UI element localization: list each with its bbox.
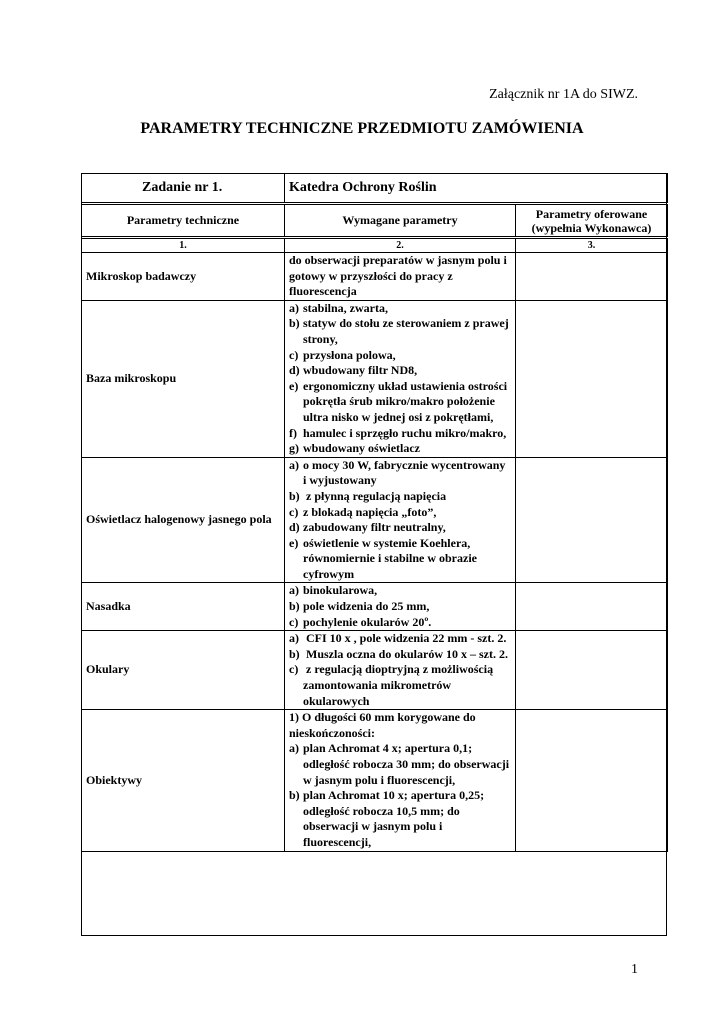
- item-text: stabilna, zwarta,: [303, 300, 388, 315]
- item-text: Muszla oczna do okularów 10 x – szt. 2.: [303, 646, 508, 661]
- parameter-name: Oświetlacz halogenowy jasnego pola: [82, 457, 285, 583]
- item-text: oświetlenie w systemie Koehlera, równomiernie i stabilne w obrazie cyfrowym: [303, 535, 477, 581]
- column-number: 1.: [82, 238, 285, 253]
- item-marker: c): [289, 614, 299, 629]
- item-text: plan Achromat 4 x; apertura 0,1; odległość robocza 30 mm; do obserwacji w jasnym polu i fluorescencji,: [303, 741, 510, 787]
- item-text: plan Achromat 10 x; apertura 0,25; odległość robocza 10,5 mm; do obserwacji w jasnym polu i fluorescencji,: [303, 788, 485, 849]
- item-text: z blokadą napięcia „foto”,: [303, 504, 437, 519]
- column-header: Parametry techniczne: [82, 204, 285, 238]
- department-label: Katedra Ochrony Roślin: [285, 174, 668, 204]
- item-text: z płynną regulacją napięcia: [303, 488, 447, 503]
- parameter-name: Obiektywy: [82, 710, 285, 851]
- item-marker: a): [289, 583, 299, 598]
- item-text: wbudowany filtr ND8,: [303, 363, 418, 378]
- annex-label: Załącznik nr 1A do SIWZ.: [489, 87, 638, 102]
- item-marker: a): [289, 741, 299, 756]
- column-header: Parametry oferowane (wypełnia Wykonawca): [516, 204, 668, 238]
- item-text: pole widzenia do 25 mm,: [303, 599, 430, 614]
- requirement-intro: do obserwacji preparatów w jasnym polu i gotowy w przyszłości do pracy z fluorescencja: [289, 253, 507, 299]
- table-frame: [81, 173, 667, 936]
- parameter-name: Mikroskop badawczy: [82, 253, 285, 301]
- task-label: Zadanie nr 1.: [82, 174, 285, 204]
- item-text: o mocy 30 W, fabrycznie wycentrowany i wyjustowany: [303, 457, 506, 488]
- column-number: 2.: [285, 238, 516, 253]
- requirement-intro: 1) O długości 60 mm korygowane do nieskończoności:: [289, 710, 476, 740]
- item-text: wbudowany oświetlacz: [303, 441, 421, 456]
- column-header: Wymagane parametry: [285, 204, 516, 238]
- item-marker: b): [289, 646, 300, 661]
- column-number: 3.: [516, 238, 668, 253]
- page-number: 1: [631, 962, 638, 977]
- page-title: PARAMETRY TECHNICZNE PRZEDMIOTU ZAMÓWIENIA: [140, 120, 584, 137]
- item-text: przysłona polowa,: [303, 347, 396, 362]
- item-marker: e): [289, 535, 299, 550]
- item-marker: d): [289, 520, 300, 535]
- parameter-name: Okulary: [82, 631, 285, 710]
- item-marker: f): [289, 425, 297, 440]
- item-text: pochylenie okularów 20º.: [303, 614, 432, 629]
- item-text: z regulacją dioptryjną z możliwością zamontowania mikrometrów okularowych: [303, 662, 494, 708]
- item-text: CFI 10 x , pole widzenia 22 mm - szt. 2.: [303, 631, 507, 646]
- item-text: hamulec i sprzęgło ruchu mikro/makro,: [303, 425, 507, 440]
- parameter-name: Baza mikroskopu: [82, 300, 285, 457]
- item-marker: g): [289, 441, 299, 456]
- item-marker: a): [289, 300, 299, 315]
- item-marker: c): [289, 504, 299, 519]
- item-marker: b): [289, 599, 300, 614]
- item-text: statyw do stołu ze sterowaniem z prawej strony,: [303, 316, 509, 346]
- item-marker: b): [289, 316, 300, 331]
- item-marker: b): [289, 788, 300, 803]
- item-marker: d): [289, 363, 300, 378]
- item-marker: c): [289, 662, 299, 677]
- item-marker: a): [289, 457, 299, 472]
- parameter-name: Nasadka: [82, 583, 285, 631]
- item-text: zabudowany filtr neutralny,: [303, 520, 446, 535]
- item-marker: a): [289, 631, 299, 646]
- item-marker: b): [289, 488, 300, 503]
- item-text: binokularowa,: [303, 583, 378, 598]
- item-marker: e): [289, 378, 299, 393]
- item-marker: c): [289, 347, 299, 362]
- item-text: ergonomiczny układ ustawienia ostrości pokrętła śrub mikro/makro położenie ultra nisko w jednej osi z pokrętłami,: [303, 378, 508, 424]
